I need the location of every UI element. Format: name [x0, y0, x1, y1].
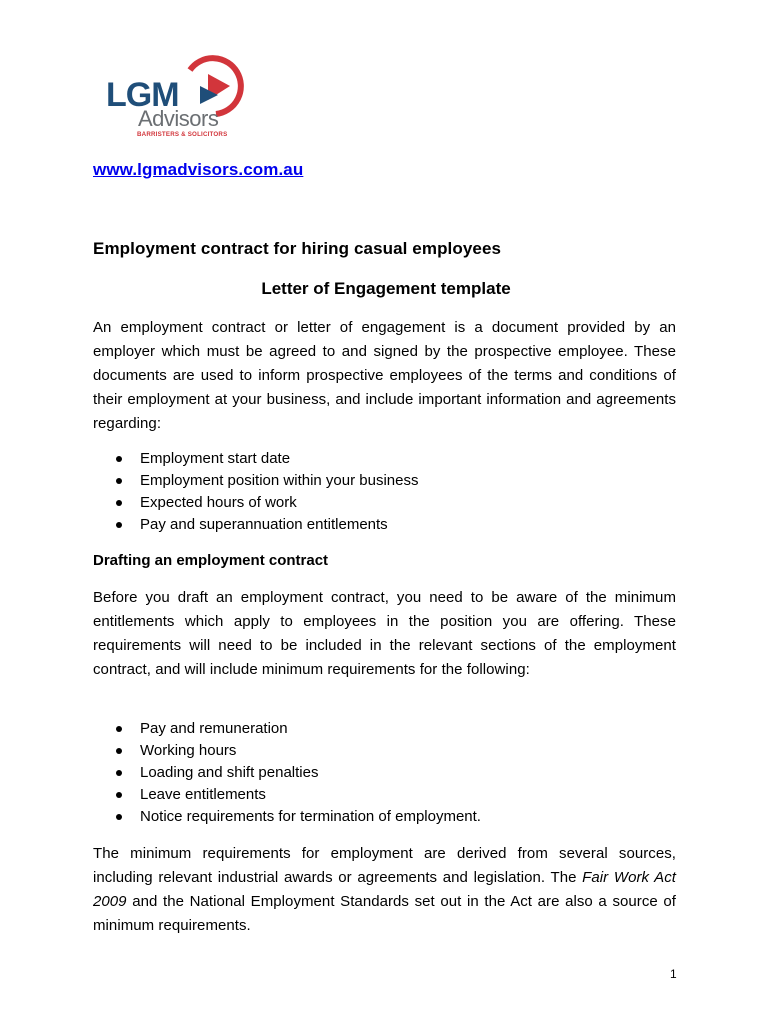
list-item: Pay and remuneration — [93, 718, 676, 740]
company-logo — [104, 50, 244, 140]
bullet-icon — [116, 748, 122, 754]
list-item: Loading and shift penalties — [93, 762, 676, 784]
list-item: Expected hours of work — [93, 492, 676, 514]
bullet-icon — [116, 500, 122, 506]
list-item: Leave entitlements — [93, 784, 676, 806]
bullet-icon — [116, 770, 122, 776]
svg-text:BARRISTERS & SOLICITORS: BARRISTERS & SOLICITORS — [137, 131, 228, 138]
svg-text:Advisors: Advisors — [138, 106, 219, 131]
bullet-icon — [116, 456, 122, 462]
document-title: Employment contract for hiring casual employees — [93, 239, 502, 258]
drafting-paragraph: Before you draft an employment contract, you need to be aware of the minimum entitlements which apply to employees in the position you are offering. These requirements will need to be included in the relevant sections of the employment contract, and will include minimum requirements for the following: — [93, 589, 676, 678]
bullet-icon — [116, 792, 122, 798]
list-item: Notice requirements for termination of employment. — [93, 806, 676, 828]
lgm-logo-icon — [104, 50, 244, 140]
bullet-icon — [116, 522, 122, 528]
website-link[interactable]: www.lgmadvisors.com.au — [93, 160, 304, 179]
intro-bullet-list — [93, 448, 676, 536]
act-name: Fair Work Act 2009 — [93, 869, 677, 910]
list-item: Pay and superannuation entitlements — [93, 514, 676, 536]
bullet-icon — [116, 814, 122, 820]
drafting-bullet-list — [93, 718, 676, 828]
intro-paragraph: An employment contract or letter of engagement is a document provided by an employer which must be agreed to and signed by the prospective employee. These documents are used to inform prospective employees of the terms and conditions of their employment at your business, and include important information and agreements regarding: — [93, 319, 676, 432]
svg-text:LGM: LGM — [106, 76, 179, 114]
section-heading-drafting: Drafting an employment contract — [93, 552, 329, 569]
bullet-icon — [116, 478, 122, 484]
bullet-icon — [116, 726, 122, 732]
document-subtitle: Letter of Engagement template — [261, 279, 511, 298]
list-item: Employment start date — [93, 448, 676, 470]
page-number: 1 — [670, 967, 677, 981]
closing-paragraph: The minimum requirements for employment are derived from several sources, including relevant industrial awards or agreements and legislation. The Fair Work Act 2009 and the National Employment Standards set out in the Act are also a source of minimum requirements. — [93, 845, 677, 934]
list-item: Working hours — [93, 740, 676, 762]
list-item: Employment position within your business — [93, 470, 676, 492]
